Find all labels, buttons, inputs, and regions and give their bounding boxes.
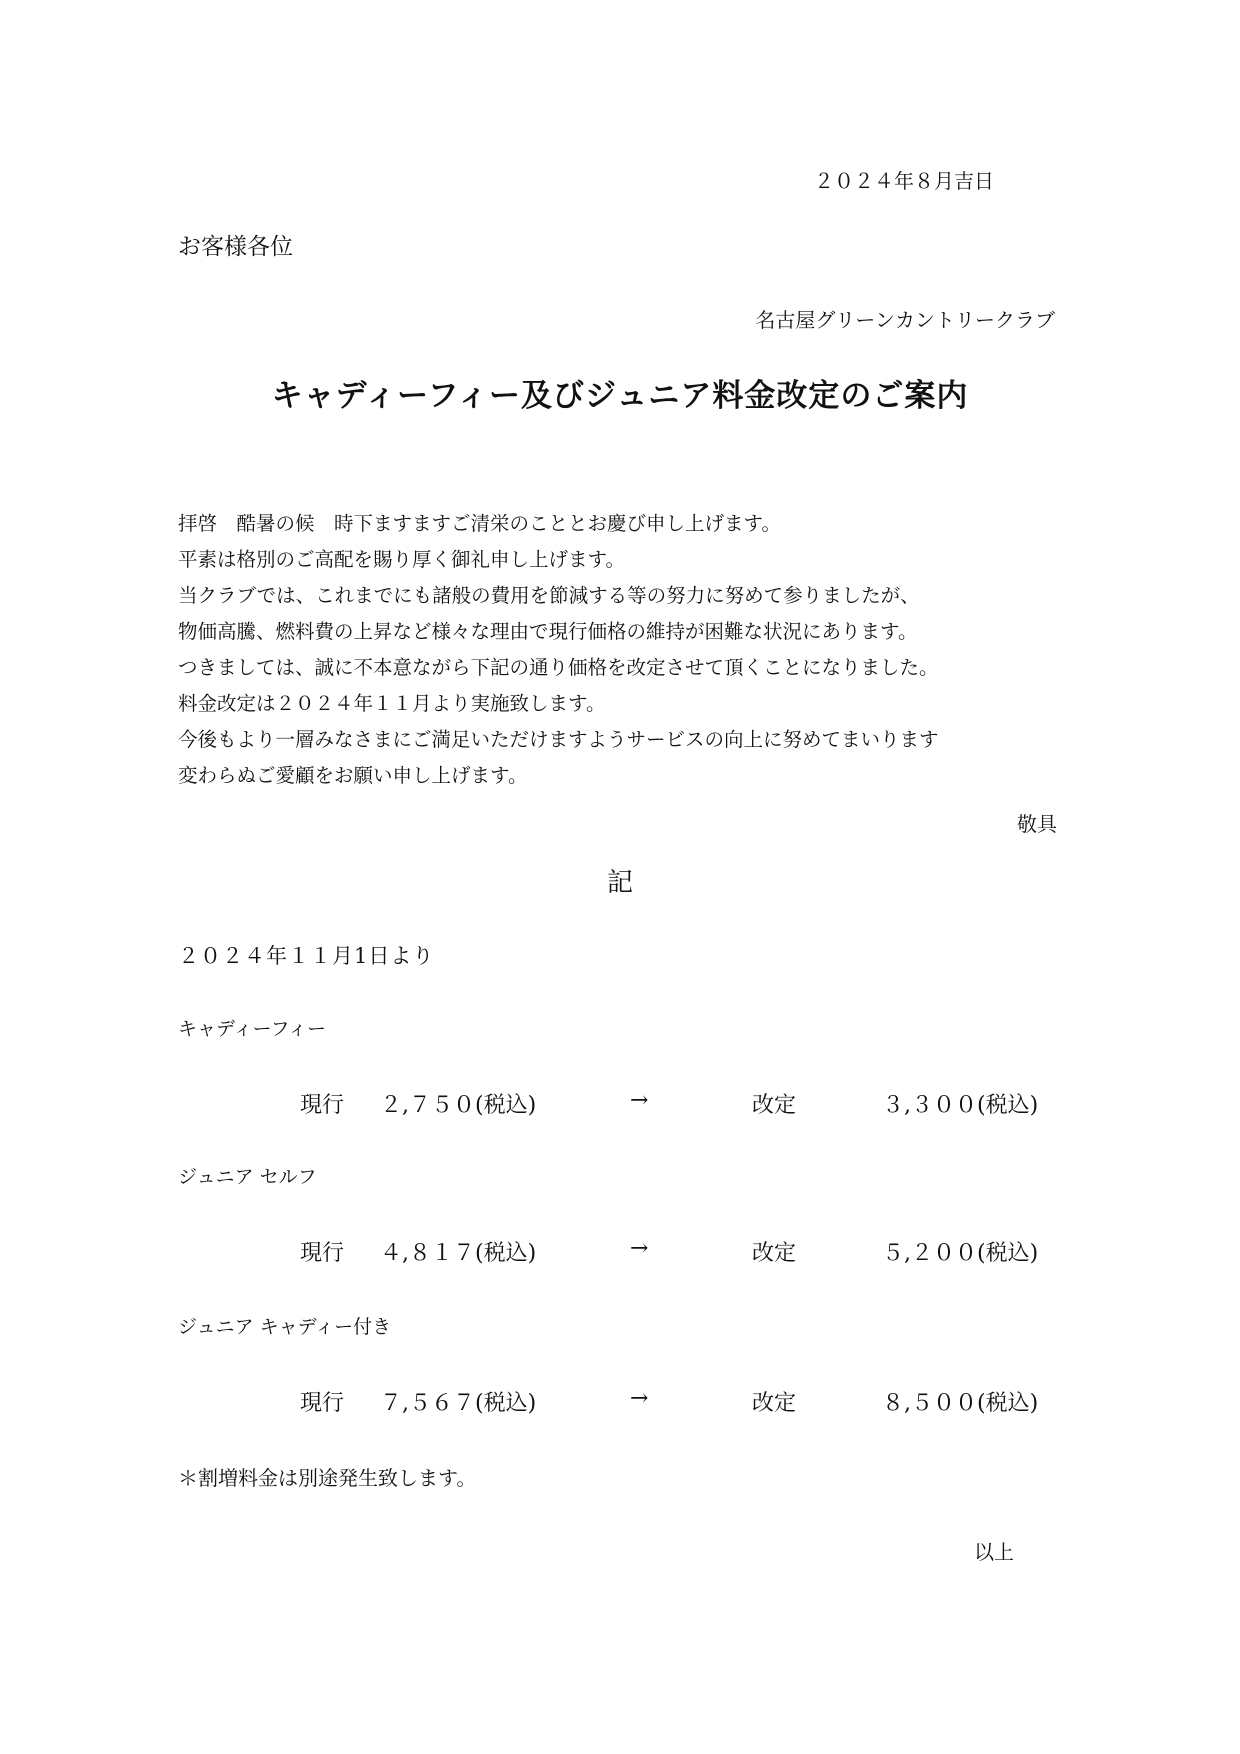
revised-price: ３,３００(税込) [882,1093,1039,1118]
closing-ijou: 以上 [974,1540,1014,1564]
issue-date: ２０２４年８月吉日 [814,169,994,193]
arrow-icon: → [630,1386,649,1411]
body-line: 拝啓 酷暑の候 時下ますますご清栄のこととお慶び申し上げます。 [178,512,781,535]
body-line: 今後もより一層みなさまにご満足いただけますようサービスの向上に努めてまいります [178,728,939,751]
item-name-caddie-fee: キャディーフィー [178,1018,327,1040]
closing-keigu: 敬具 [1017,812,1057,836]
current-label: 現行 [300,1093,345,1118]
revised-price: ５,２００(税込) [882,1241,1039,1266]
revised-price: ８,５００(税込) [882,1391,1039,1416]
arrow-icon: → [630,1088,649,1113]
sender-name: 名古屋グリーンカントリークラブ [755,308,1055,332]
effective-date: ２０２４年１１月1日より [178,944,435,968]
body-line: 料金改定は２０２４年１１月より実施致します。 [178,692,606,715]
item-name-junior-caddie: ジュニア キャディー付き [178,1316,392,1338]
recipient: お客様各位 [178,234,293,260]
item-name-junior-self: ジュニア セルフ [178,1166,317,1188]
arrow-icon: → [630,1236,649,1261]
revised-label: 改定 [752,1241,797,1266]
body-line: つきましては、誠に不本意ながら下記の通り価格を改定させて頂くことになりました。 [178,656,939,679]
body-line: 平素は格別のご高配を賜り厚く御礼申し上げます。 [178,548,625,571]
current-label: 現行 [300,1391,345,1416]
body-line: 変わらぬご愛顧をお願い申し上げます。 [178,764,528,787]
body-line: 当クラブでは、これまでにも諸般の費用を節減する等の努力に努めて参りましたが、 [178,584,920,607]
letter-body [178,506,939,794]
revised-label: 改定 [752,1093,797,1118]
footnote: ＊割増料金は別途発生致します。 [178,1466,477,1490]
current-price: ７,５６７(税込) [380,1391,537,1416]
body-line: 物価高騰、燃料費の上昇など様々な理由で現行価格の維持が困難な状況にあります。 [178,620,918,643]
revised-label: 改定 [752,1391,797,1416]
document-title: キャディーフィー及びジュニア料金改定のご案内 [271,378,969,414]
current-price: ４,８１７(税込) [380,1241,537,1266]
current-label: 現行 [300,1241,345,1266]
current-price: ２,７５０(税込) [380,1093,537,1118]
notice-heading: 記 [606,868,633,898]
